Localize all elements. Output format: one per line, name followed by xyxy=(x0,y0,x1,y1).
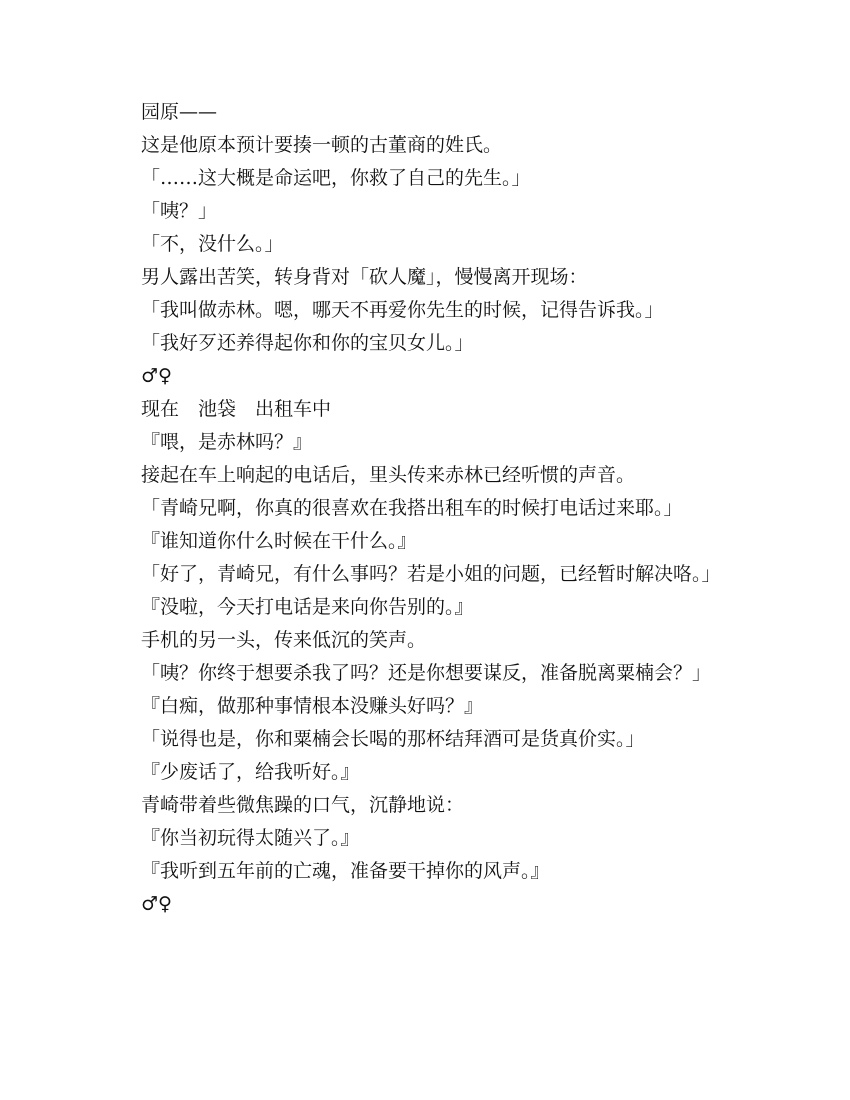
paragraph: 「不，没什么。」 xyxy=(141,233,284,255)
paragraph: 『喂，是赤林吗？』 xyxy=(141,431,313,453)
paragraph: 「咦？」 xyxy=(141,200,218,222)
paragraph: 「咦？你终于想要杀我了吗？还是你想要谋反，准备脱离粟楠会？」 xyxy=(141,662,712,684)
paragraph: 『我听到五年前的亡魂，准备要干掉你的风声。』 xyxy=(141,860,550,882)
paragraph: 「青崎兄啊，你真的很喜欢在我搭出租车的时候打电话过来耶。」 xyxy=(141,497,683,519)
paragraph: 『少废话了，给我听好。』 xyxy=(141,761,360,783)
section-separator: ♂♀ xyxy=(141,365,172,387)
paragraph: 接起在车上响起的电话后，里头传来赤林已经听惯的声音。 xyxy=(141,464,636,486)
paragraph: 「我叫做赤林。嗯，哪天不再爱你先生的时候，记得告诉我。」 xyxy=(141,299,664,321)
paragraph: 「我好歹还养得起你和你的宝贝女儿。」 xyxy=(141,332,474,354)
scene-heading: 现在 池袋 出租车中 xyxy=(141,398,332,420)
paragraph: 『你当初玩得太随兴了。』 xyxy=(141,827,360,849)
paragraph: 「……这大概是命运吧，你救了自己的先生。」 xyxy=(141,167,531,189)
paragraph: 「好了，青崎兄，有什么事吗？若是小姐的问题，已经暂时解决咯。」 xyxy=(141,563,721,585)
paragraph: 『白痴，做那种事情根本没赚头好吗？』 xyxy=(141,695,484,717)
document-page xyxy=(100,96,740,921)
paragraph: 这是他原本预计要揍一顿的古董商的姓氏。 xyxy=(141,134,503,156)
paragraph: 男人露出苦笑，转身背对「砍人魔」，慢慢离开现场： xyxy=(141,266,588,288)
paragraph: 「说得也是，你和粟楠会长喝的那杯结拜酒可是货真价实。」 xyxy=(141,728,645,750)
section-separator: ♂♀ xyxy=(141,893,172,915)
paragraph: 青崎带着些微焦躁的口气，沉静地说： xyxy=(141,794,465,816)
paragraph: 园原—— xyxy=(141,101,218,123)
paragraph: 手机的另一头，传来低沉的笑声。 xyxy=(141,629,427,651)
paragraph: 『谁知道你什么时候在干什么。』 xyxy=(141,530,417,552)
paragraph: 『没啦，今天打电话是来向你告别的。』 xyxy=(141,596,474,618)
